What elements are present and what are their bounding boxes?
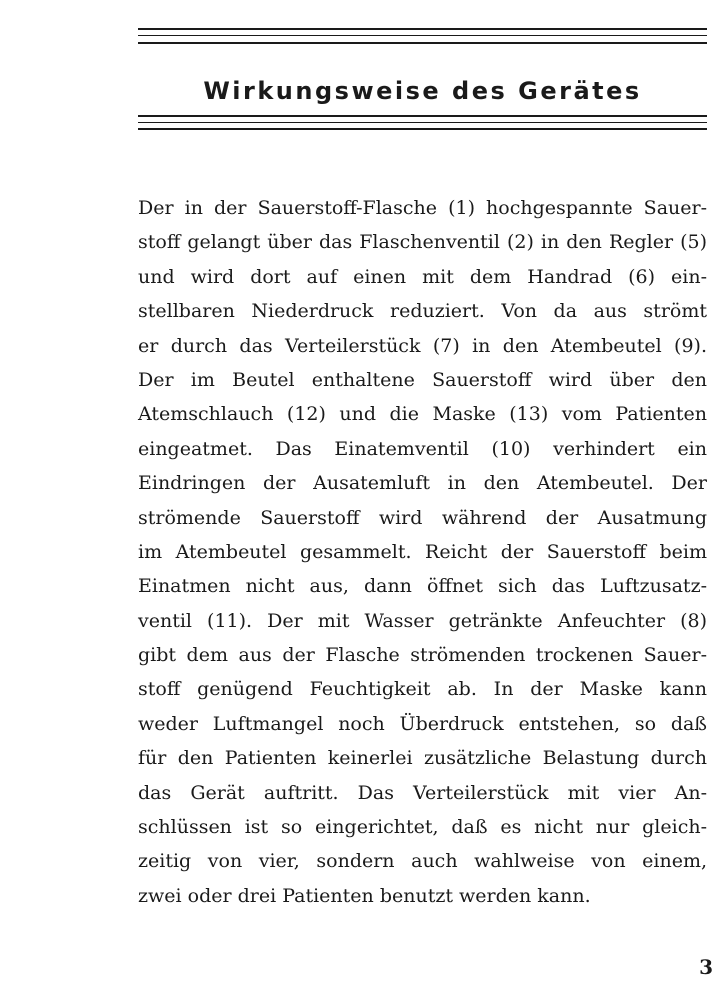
text-line: im Atembeutel gesammelt. Reicht der Sauerstoff beim: [138, 540, 707, 563]
text-line: Eindringen der Ausatemluft in den Atembeutel. Der: [138, 472, 707, 495]
text-line: zeitig von vier, sondern auch wahlweise von einem,: [138, 850, 707, 873]
text-line: Der in der Sauerstoff-Flasche (1) hochgespannte Sauer-: [138, 197, 707, 219]
text-line: stoff gelangt über das Flaschenventil (2) in den Regler (5): [138, 231, 707, 254]
text-line: er durch das Verteilerstück (7) in den Atembeutel (9).: [138, 334, 707, 357]
text-line: ventil (11). Der mit Wasser getränkte Anfeuchter (8): [138, 609, 707, 632]
text-line: strömende Sauerstoff wird während der Ausatmung: [138, 506, 707, 529]
text-line: Atemschlauch (12) und die Maske (13) vom Patienten: [138, 403, 707, 426]
page-number: 3: [699, 955, 713, 979]
section-heading: Wirkungsweise des Gerätes: [203, 77, 642, 106]
text-line: und wird dort auf einen mit dem Handrad (6) ein-: [138, 265, 707, 288]
text-line: eingeatmet. Das Einatemventil (10) verhindert ein: [138, 437, 707, 460]
top-rule-1: [138, 28, 707, 30]
text-line: zwei oder drei Patienten benutzt werden kann.: [138, 884, 591, 907]
text-line: weder Luftmangel noch Überdruck entstehen, so daß: [138, 712, 707, 735]
bottom-rule-2: [138, 122, 707, 123]
text-line: schlüssen ist so eingerichtet, daß es nicht nur gleich-: [138, 816, 707, 839]
text-line: stoff genügend Feuchtigkeit ab. In der Maske kann: [138, 678, 707, 701]
top-rule-3: [138, 42, 707, 44]
text-line: das Gerät auftritt. Das Verteilerstück mit vier An-: [138, 781, 707, 804]
text-line: stellbaren Niederdruck reduziert. Von da aus strömt: [138, 300, 707, 323]
text-line: Der im Beutel enthaltene Sauerstoff wird über den: [138, 368, 707, 391]
text-line: Einatmen nicht aus, dann öffnet sich das Luftzusatz-: [138, 575, 707, 598]
body-paragraph: [138, 191, 707, 913]
bottom-rule-1: [138, 115, 707, 117]
text-line: für den Patienten keinerlei zusätzliche Belastung durch: [138, 747, 707, 770]
text-line: gibt dem aus der Flasche strömenden trockenen Sauer-: [138, 644, 707, 667]
bottom-rule-3: [138, 128, 707, 130]
top-rule-2: [138, 35, 707, 36]
